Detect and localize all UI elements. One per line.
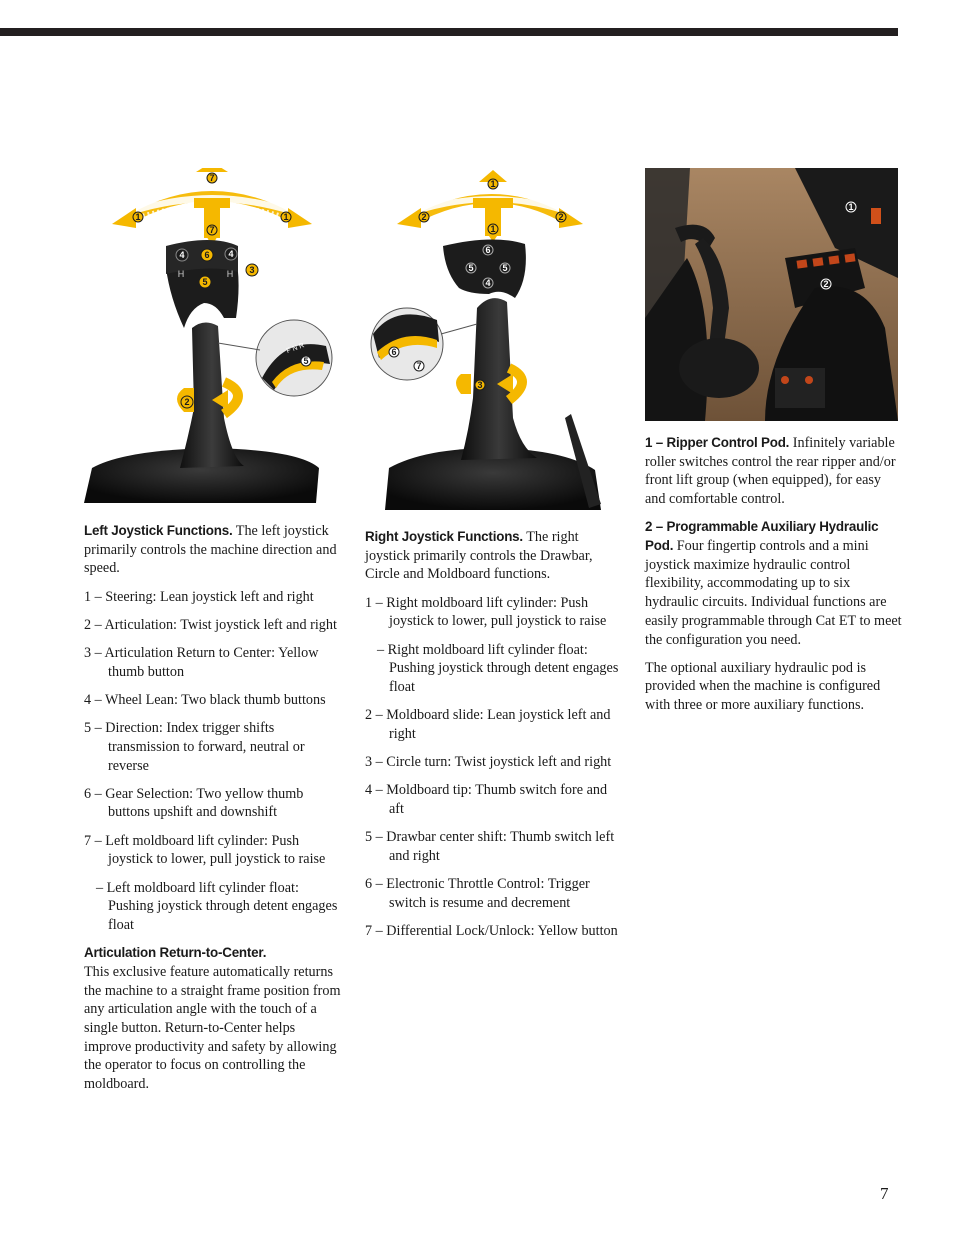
left-item-6: 6 – Gear Selection: Two yellow thumb buttons upshift and downshift: [84, 785, 304, 821]
left-callout-2: 2: [184, 397, 190, 407]
left-callout-1-right: 1: [283, 212, 289, 222]
left-joystick-figure: [84, 168, 342, 503]
ripper-pod-heading: 1 – Ripper Control Pod.: [645, 435, 790, 450]
left-callout-7-bottom: 7: [209, 225, 215, 235]
left-feature-heading: Articulation Return-to-Center.: [84, 945, 267, 961]
left-trigger-letters: F N R: [285, 342, 306, 356]
left-item-5: 5 – Direction: Index trigger shifts transmission to forward, neutral or reverse: [84, 720, 305, 774]
right-joystick-figure: [365, 168, 615, 510]
cab-controls-photo: [645, 168, 898, 421]
middle-item-5: 5 – Drawbar center shift: Thumb switch left and right: [365, 829, 615, 864]
left-item-2: 2 – Articulation: Twist joystick left and right: [84, 616, 337, 633]
right-callout-1-bottom: 1: [490, 224, 496, 234]
left-callout-1-left: 1: [135, 212, 141, 222]
middle-item-4: 4 – Moldboard tip: Thumb switch fore and aft: [365, 782, 608, 817]
right-callout-1-top: 1: [490, 179, 496, 189]
left-callout-4b: 4: [228, 249, 234, 259]
left-callout-5-inset: 5: [303, 356, 309, 366]
middle-item-2: 2 – Moldboard slide: Lean joystick left and right: [365, 707, 611, 742]
photo-callout-1: 1: [848, 202, 854, 212]
left-item-3: 3 – Articulation Return to Center: Yellow thumb button: [84, 645, 319, 680]
right-callout-7-inset: 7: [416, 361, 422, 371]
aux-pod-note: The optional auxiliary hydraulic pod is provided when the machine is configured with three or more auxiliary functions.: [645, 659, 881, 714]
middle-intro: Right Joystick Functions. The right joystick primarily controls the Drawbar, Circle and Moldboard functions.: [365, 529, 593, 583]
left-icon-h2: H: [226, 269, 234, 279]
left-subitem-float: – Left moldboard lift cylinder float: Pushing joystick through detent engages float: [96, 879, 338, 933]
right-callout-5a: 5: [468, 263, 474, 273]
left-item-4: 4 – Wheel Lean: Two black thumb buttons: [84, 691, 326, 708]
middle-subitem-float: – Right moldboard lift cylinder float: Pushing joystick through detent engages float: [377, 641, 619, 695]
right-callout-4: 4: [485, 278, 491, 288]
photo-callout-2: 2: [823, 279, 829, 289]
left-column: [84, 522, 342, 1094]
middle-item-1: 1 – Right moldboard lift cylinder: Push joystick to lower, pull joystick to raise: [365, 594, 607, 630]
page-number: 7: [880, 1184, 889, 1203]
left-callout-3: 3: [249, 265, 255, 275]
right-callout-6-inset: 6: [391, 347, 397, 357]
right-callout-2-left: 2: [421, 212, 427, 222]
left-callout-6: 6: [204, 250, 210, 260]
middle-item-3: 3 – Circle turn: Twist joystick left and right: [365, 754, 612, 771]
right-column: [645, 434, 903, 724]
left-icon-h1: H: [177, 269, 185, 279]
left-callout-5: 5: [202, 277, 208, 287]
left-item-1: 1 – Steering: Lean joystick left and right: [84, 588, 314, 605]
right-callout-6-head: 6: [485, 245, 491, 255]
top-rule: [0, 28, 898, 36]
left-intro: Left Joystick Functions. The left joystick primarily controls the machine direction and speed.: [84, 523, 337, 577]
middle-column: [365, 528, 620, 950]
middle-item-6: 6 – Electronic Throttle Control: Trigger switch is resume and decrement: [365, 876, 590, 911]
right-callout-2-right: 2: [558, 212, 564, 222]
left-callout-7-top: 7: [209, 173, 215, 183]
aux-hydraulic-heading: 2 – Programmable Auxiliary Hydraulic Pod.: [645, 519, 879, 554]
left-feature: [84, 944, 342, 1094]
left-heading: Left Joystick Functions.: [84, 523, 233, 538]
ripper-pod-description: 1 – Ripper Control Pod. Infinitely variable roller switches control the rear ripper and/or front lift group (when equipped), for easy and comfortable control.: [645, 435, 896, 508]
left-callout-4a: 4: [179, 250, 185, 260]
right-callout-3: 3: [477, 380, 483, 390]
middle-heading: Right Joystick Functions.: [365, 529, 523, 544]
right-callout-5b: 5: [502, 263, 508, 273]
middle-item-7: 7 – Differential Lock/Unlock: Yellow button: [365, 922, 618, 939]
left-feature-text: This exclusive feature automatically returns the machine to a straight frame position from any articulation angle with the touch of a single button. Return-to-Center helps improve productivity and safety by allowing the operator to focus on controlling the moldboard.: [84, 963, 341, 1093]
left-item-7: 7 – Left moldboard lift cylinder: Push joystick to lower, pull joystick to raise: [84, 832, 326, 868]
aux-hydraulic-description: 2 – Programmable Auxiliary Hydraulic Pod. Four fingertip controls and a mini joystick maximize hydraulic control flexibility, accommodating up to six hydraulic circuits. Individual functions are easily programmable through Cat ET to meet the configuration you need.: [645, 519, 902, 648]
